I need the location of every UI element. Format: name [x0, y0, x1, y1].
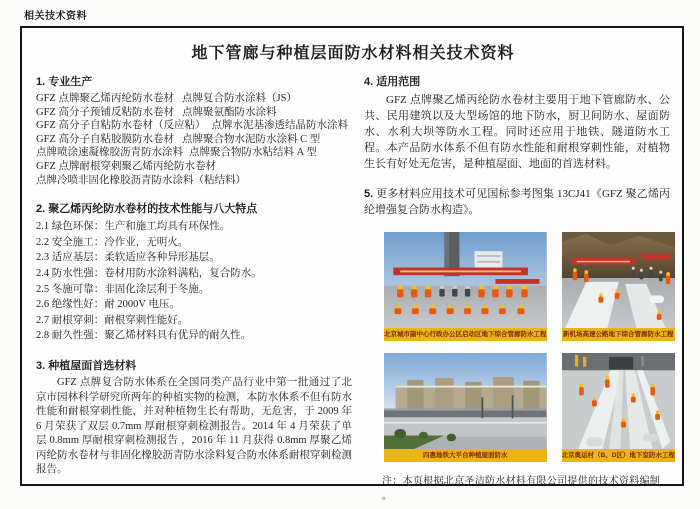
product-name: 点牌复合防水涂料（JS） [182, 93, 297, 104]
product-name: GFZ 点牌耐根穿刺聚乙烯丙纶防水卷材 [36, 160, 216, 172]
feature-item: 2.1 绿色环保：生产和施工均具有环保性。 [36, 221, 231, 233]
photo-caption: 北京城市副中心行政办公区启动区地下综合管廊防水工程 [384, 328, 547, 341]
product-name: GFZ 高分子自粘胶膜防水卷材 [36, 133, 174, 145]
product-name: 点牌聚合物防水粘结料 A 型 [189, 147, 317, 159]
photo-metro-platform-scene [384, 353, 547, 449]
section-5-text: 更多材料应用技术可见国标参考图集 13CJ41《GFZ 聚乙烯丙纶增强复合防水构造》。 [364, 188, 670, 216]
feature-item: 2.4 防水性强：卷材用防水涂料满粘，复合防水。 [36, 267, 262, 279]
feature-item: 2.2 安全施工：冷作业，无明火。 [36, 236, 189, 248]
product-name: 点牌水泥基渗透结晶防水涂料 [211, 120, 348, 132]
section-5-line [364, 186, 670, 218]
document-title: 地下管廊与种植层面防水材料相关技术资料 [191, 45, 515, 62]
product-name: GFZ 点牌聚乙烯丙纶防水卷材 [36, 93, 174, 104]
section-5-number: 5. [364, 188, 374, 200]
project-photo-figure [562, 232, 675, 341]
product-name: 点牌聚氨酯防水涂料 [182, 106, 277, 118]
feature-item: 2.3 适应基层：柔软适应各种异形基层。 [36, 252, 220, 264]
section-2-heading: 2. 聚乙烯丙纶防水卷材的技术性能与八大特点 [36, 203, 258, 216]
photo-caption: 四惠地铁大平台种植屋面防水 [384, 449, 547, 462]
project-photo-grid [364, 232, 675, 462]
source-note: 注：本页根据北京圣洁防水材料有限公司提供的技术资料编制 。 [382, 476, 661, 502]
photo-basement-membrane-scene [562, 353, 675, 449]
project-photo-figure [384, 353, 547, 462]
left-column [36, 71, 352, 502]
right-column [364, 71, 675, 502]
product-name: GFZ 高分子预铺反粘防水卷材 [36, 106, 174, 118]
feature-item: 2.5 冬施可靠：非固化涂层利于冬施。 [36, 283, 210, 295]
product-row [36, 146, 352, 160]
product-row [36, 92, 352, 106]
project-photo-figure [384, 232, 547, 341]
section-4-paragraph: GFZ 点牌聚乙烯丙纶防水卷材主要用于地下管廊防水、公共、民用建筑以及大型场馆的地下防水，厨卫间防水、屋面防水、水利大坝等防水工程。同时还应用于地铁、隧道防水工程。本产品防水体系不但有防水性能和耐根穿刺性能，对植物生长有好处无危害，是种植屋面、地面的首选材料。 [364, 94, 670, 170]
photo-workers-group-scene [384, 232, 547, 328]
section-3-paragraph: GFZ 点牌复合防水体系在全国同类产品行业中第一批通过了北京市园林科学研究所两年的种植实物的检测，本防水体系不但有防水性能和耐根穿刺性能，并对种植物生长有帮助，无危害，于 2009 年 6 月荣获了双层 0.7mm 厚耐根穿刺检测报告。2014 年 4 月荣获了单层 0.8mm 厚耐根穿刺检测报告 ，2016 年 11 月获得 0.8mm 厚聚乙烯丙纶防水卷材与非固化橡胶沥青防水涂料复合防水体系耐根穿刺检测报告。 [36, 376, 352, 476]
section-1-heading: 1. 专业生产 [36, 76, 93, 88]
section-3-heading: 3. 种植屋面首选材料 [36, 359, 137, 372]
product-name: 点牌聚合物水泥防水涂料 C 型 [182, 133, 321, 145]
product-row [36, 160, 352, 174]
page-corner-label: 相关技术资料 [24, 11, 87, 22]
feature-item: 2.6 绝缘性好：耐 2000V 电压。 [36, 299, 180, 311]
product-name: GFZ 高分子自粘防水卷材（反应粘） [36, 120, 206, 132]
section-4-heading: 4. 适用范围 [364, 76, 421, 88]
photo-caption: 新机场高速公路地下综合管廊防水工程 [562, 328, 675, 341]
product-row [36, 174, 352, 188]
feature-list [36, 219, 352, 344]
project-photo-figure [562, 353, 675, 462]
feature-item: 2.8 耐久性强：聚乙烯材料具有优异的耐久性。 [36, 330, 252, 342]
photo-caption: 北京奥运村（B、D区）地下室防水工程 [562, 449, 675, 462]
product-list [36, 92, 352, 187]
product-row [36, 106, 352, 120]
two-column-layout [36, 71, 675, 502]
product-name: 点牌喷涂速凝橡胶沥青防水涂料 [36, 147, 183, 159]
feature-item: 2.7 耐根穿刺：耐根穿刺性能好。 [36, 314, 189, 326]
product-row [36, 119, 352, 133]
photo-membrane-rockface-scene [562, 232, 675, 328]
product-name: 点牌冷喷非固化橡胶沥青防水涂料（粘结料） [36, 174, 246, 186]
product-row [36, 133, 352, 147]
document-frame [20, 26, 684, 502]
